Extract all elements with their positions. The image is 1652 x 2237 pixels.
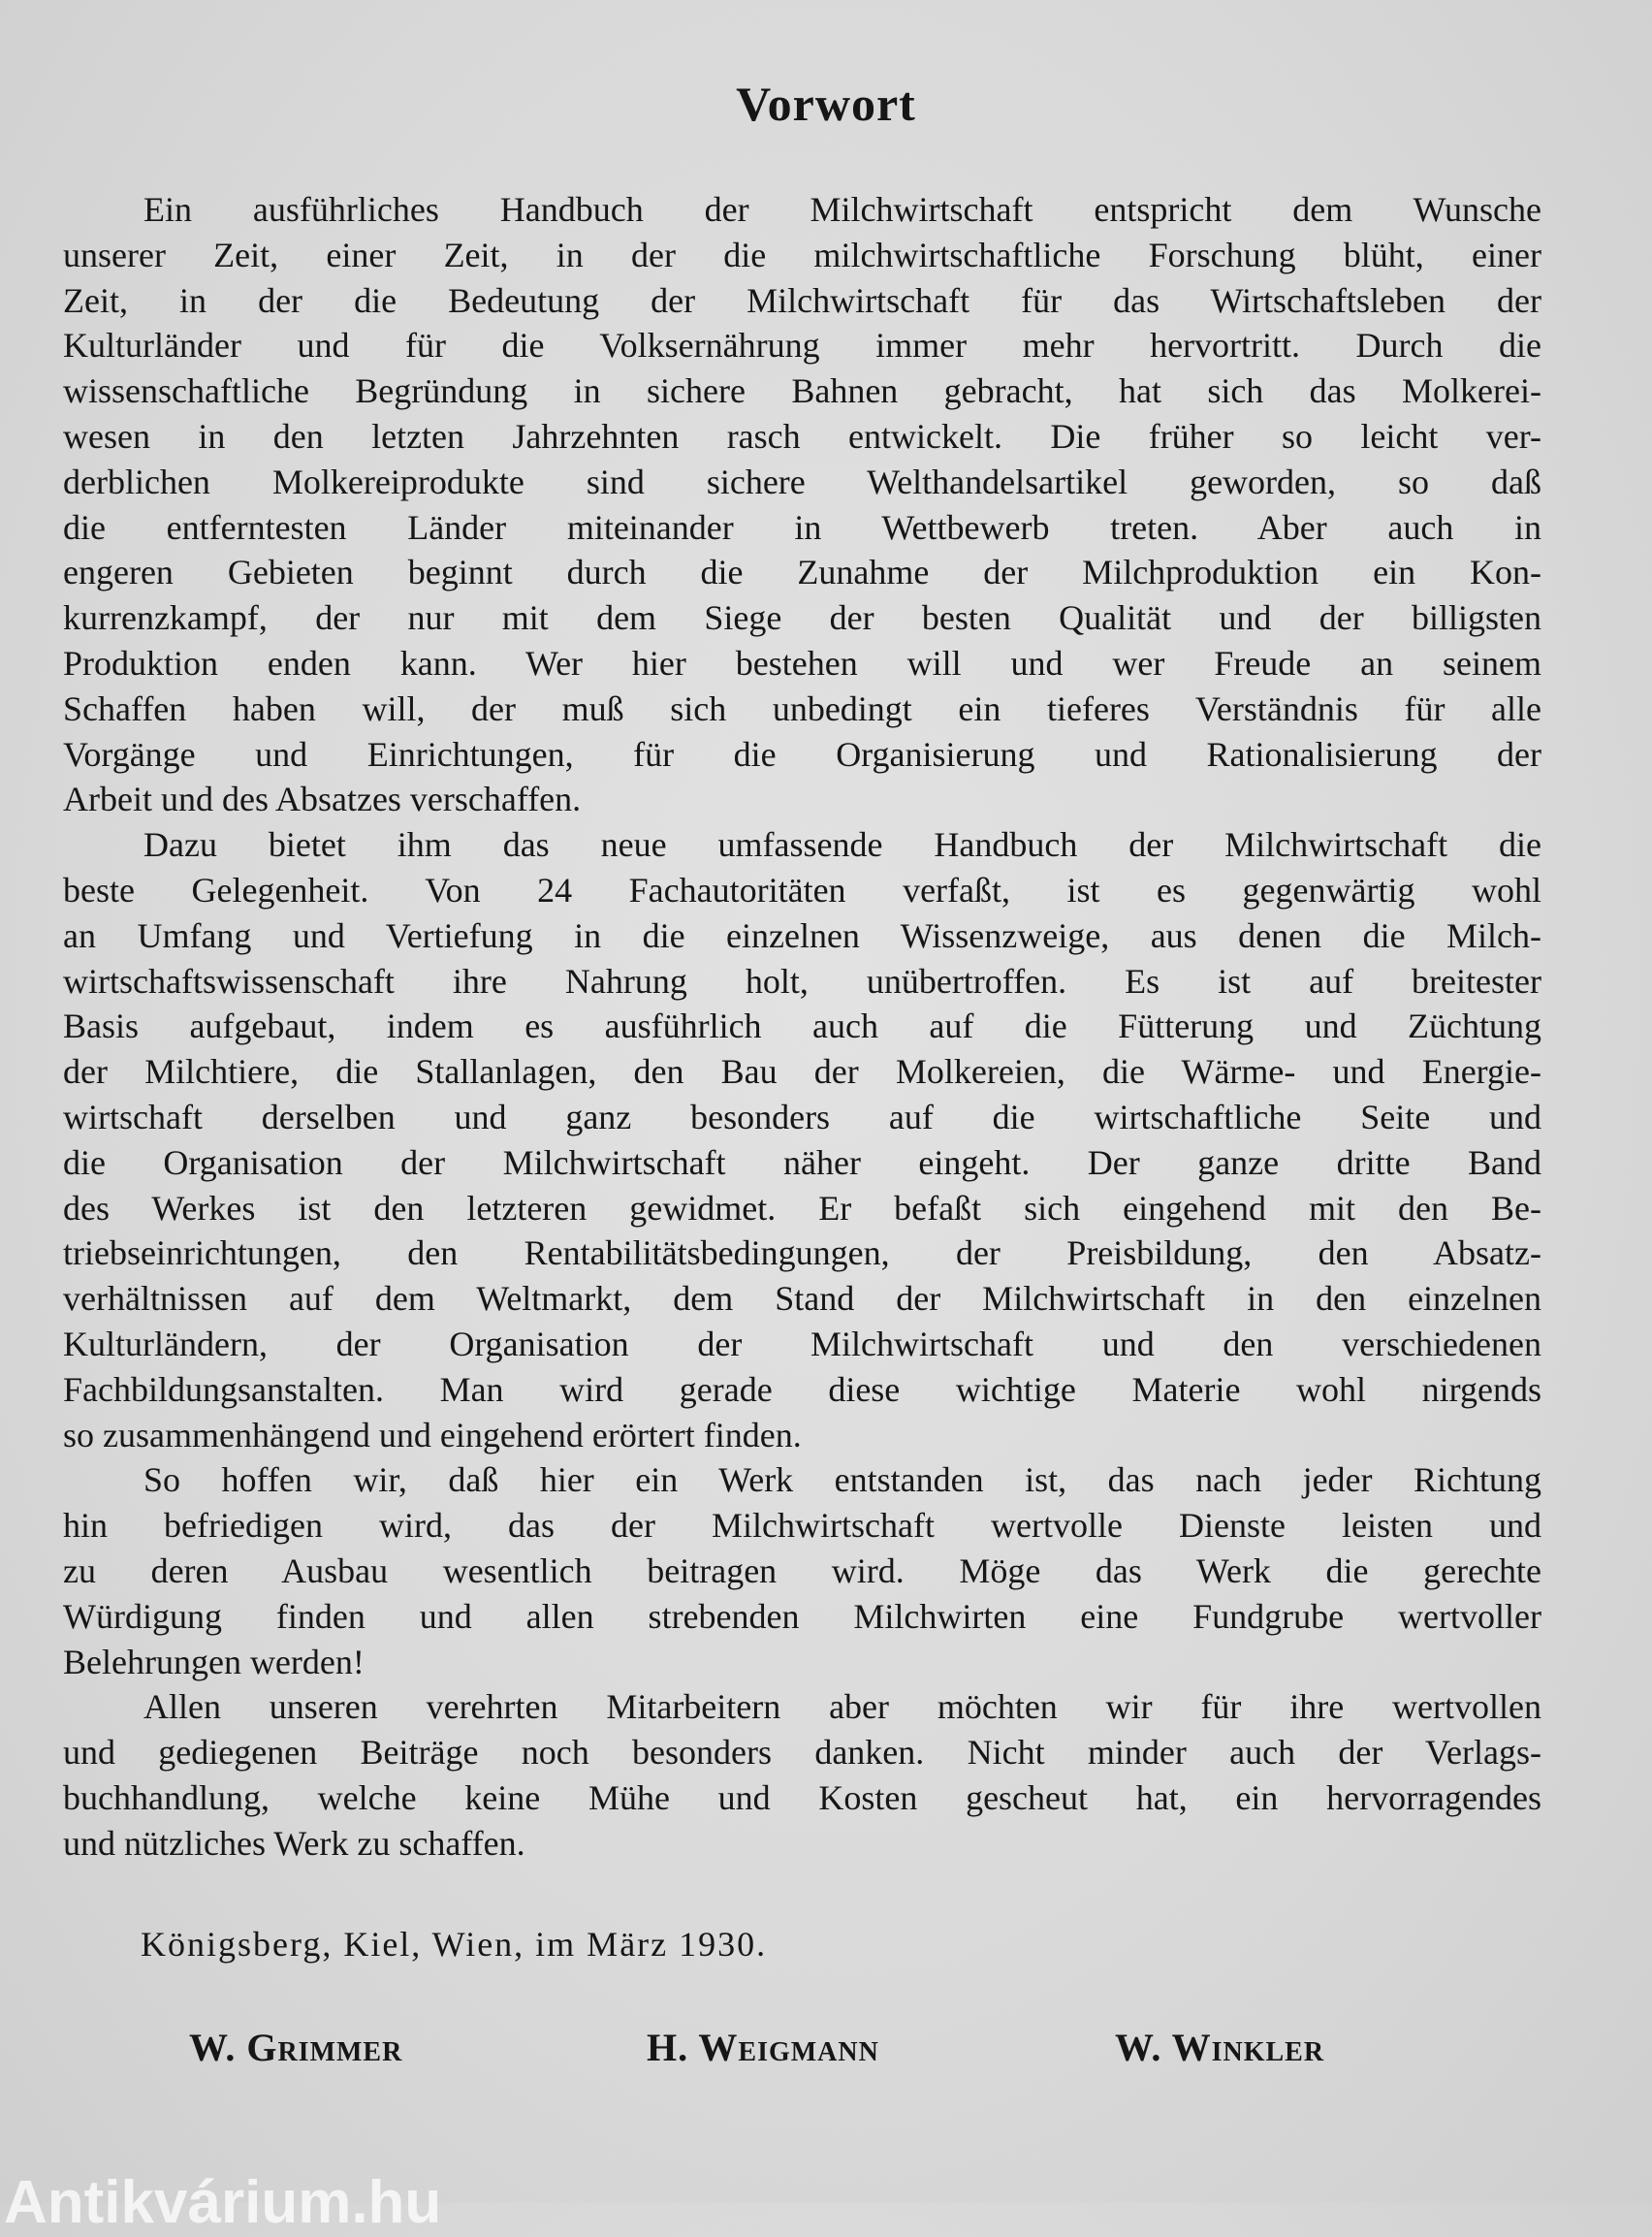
text-line: beste Gelegenheit. Von 24 Fachautoritäten verfaßt, ist es gegenwärtig wohl (63, 871, 1541, 910)
signature-winkler: W. Winkler (1115, 2026, 1325, 2069)
signature-grimmer: W. Grimmer (189, 2026, 403, 2069)
text-line: und nützliches Werk zu schaffen. (63, 1823, 525, 1863)
text-line: Kulturländer und für die Volksernährung immer mehr hervortritt. Durch die (63, 326, 1541, 366)
text-line: Basis aufgebaut, indem es ausführlich auch auf die Fütterung und Züchtung (63, 1007, 1541, 1046)
text-line: Schaffen haben will, der muß sich unbedingt ein tieferes Verständnis für alle (63, 688, 1541, 728)
text-line: Dazu bietet ihm das neue umfassende Handbuch der Milchwirtschaft die (143, 825, 1541, 865)
text-line: buchhandlung, welche keine Mühe und Kosten gescheut hat, ein hervorragendes (63, 1778, 1541, 1817)
text-line: wirtschaft derselben und ganz besonders auf die wirtschaftliche Seite und (63, 1098, 1541, 1136)
watermark: Antikvárium.hu (4, 2169, 442, 2236)
text-line: die Organisation der Milchwirtschaft näher eingeht. Der ganze dritte Band (63, 1142, 1541, 1182)
text-line: hin befriedigen wird, das der Milchwirtschaft wertvolle Dienste leisten und (63, 1506, 1541, 1546)
text-line: die entferntesten Länder miteinander in Wettbewerb treten. Aber auch in (63, 507, 1541, 547)
text-line: Produktion enden kann. Wer hier bestehen will und wer Freude an seinem (63, 644, 1541, 683)
place-and-date: Königsberg, Kiel, Wien, im März 1930. (141, 1925, 768, 1964)
text-line: Ein ausführliches Handbuch der Milchwirtschaft entspricht dem Wunsche (143, 190, 1541, 229)
text-line: Fachbildungsanstalten. Man wird gerade diese wichtige Materie wohl nirgends (63, 1369, 1541, 1409)
text-line: Würdigung finden und allen strebenden Milchwirten eine Fundgrube wertvoller (63, 1596, 1541, 1636)
text-line: Zeit, in der die Bedeutung der Milchwirtschaft für das Wirtschaftsleben der (63, 280, 1541, 320)
text-line: kurrenzkampf, der nur mit dem Siege der besten Qualität und der billigsten (63, 598, 1541, 638)
text-line: triebseinrichtungen, den Rentabilitätsbedingungen, der Preisbildung, den Absatz- (63, 1233, 1541, 1273)
text-line: der Milchtiere, die Stallanlagen, den Bau der Molkereien, die Wärme- und Energie- (63, 1052, 1541, 1092)
text-line: engeren Gebieten beginnt durch die Zunahme der Milchproduktion ein Kon- (63, 553, 1541, 592)
text-line: zu deren Ausbau wesentlich beitragen wird. Möge das Werk die gerechte (63, 1551, 1541, 1590)
text-line: Belehrungen werden! (63, 1642, 365, 1681)
text-line: des Werkes ist den letzteren gewidmet. Er befaßt sich eingehend mit den Be- (63, 1188, 1541, 1228)
text-line: So hoffen wir, daß hier ein Werk entstanden ist, das nach jeder Richtung (143, 1460, 1541, 1500)
text-line: an Umfang und Vertiefung in die einzelnen Wissenzweige, aus denen die Milch- (63, 915, 1541, 955)
text-line: Arbeit und des Absatzes verschaffen. (63, 780, 582, 819)
text-line: derblichen Molkereiprodukte sind sichere Welthandelsartikel geworden, so daß (63, 462, 1541, 501)
text-line: wirtschaftswissenschaft ihre Nahrung holt, unübertroffen. Es ist auf breitester (63, 961, 1541, 1001)
text-line: wissenschaftliche Begründung in sichere Bahnen gebracht, hat sich das Molkerei- (63, 371, 1541, 411)
page-title: Vorwort (736, 77, 916, 131)
text-line: so zusammenhängend und eingehend erörtert finden. (63, 1415, 802, 1454)
text-line: wesen in den letzten Jahrzehnten rasch entwickelt. Die früher so leicht ver- (63, 417, 1541, 456)
text-line: und gediegenen Beiträge noch besonders danken. Nicht minder auch der Verlags- (63, 1733, 1541, 1773)
text-line: Vorgänge und Einrichtungen, für die Organisierung und Rationalisierung der (63, 734, 1541, 774)
text-line: verhältnissen auf dem Weltmarkt, dem Stand der Milchwirtschaft in den einzelnen (63, 1279, 1541, 1319)
text-line: Kulturländern, der Organisation der Milchwirtschaft und den verschiedenen (63, 1325, 1541, 1363)
text-line: unserer Zeit, einer Zeit, in der die milchwirtschaftliche Forschung blüht, einer (63, 235, 1541, 274)
signature-weigmann: H. Weigmann (647, 2026, 879, 2069)
text-line: Allen unseren verehrten Mitarbeitern aber möchten wir für ihre wertvollen (143, 1687, 1541, 1727)
